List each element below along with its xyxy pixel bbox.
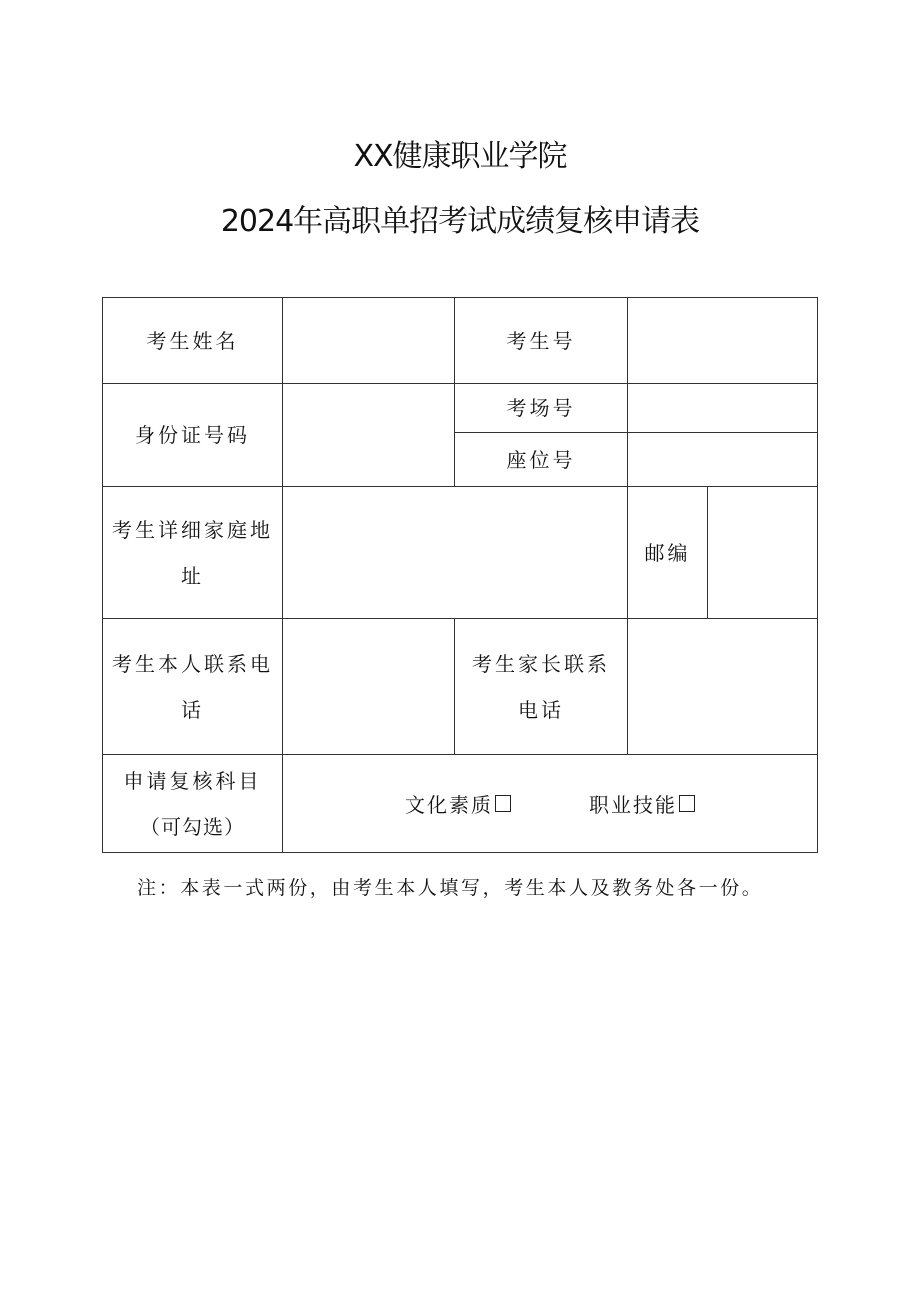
subjects-label-line2: （可勾选） bbox=[140, 814, 245, 839]
parent-phone-label-line1: 考生家长联系 bbox=[472, 651, 610, 676]
seat-number-label-text: 座位号 bbox=[506, 447, 576, 472]
address-label-line1: 考生详细家庭地 bbox=[112, 517, 273, 542]
subjects-label-line1: 申请复核科目 bbox=[123, 768, 262, 793]
address-label-line2: 址 bbox=[181, 563, 204, 588]
exam-room-label-text: 考场号 bbox=[506, 396, 576, 420]
phone-field[interactable] bbox=[283, 619, 454, 754]
phone-label-line2: 话 bbox=[181, 697, 204, 722]
document-subtitle: 2024年高职单招考试成绩复核申请表 bbox=[220, 204, 700, 239]
subject-option-skills-label: 职业技能 bbox=[589, 793, 677, 817]
subject-option-culture[interactable] bbox=[405, 789, 511, 818]
name-label bbox=[103, 298, 282, 383]
parent-phone-label bbox=[455, 619, 627, 754]
parent-phone-field[interactable] bbox=[628, 619, 817, 754]
id-number-field[interactable] bbox=[283, 384, 454, 486]
exam-number-label-text: 考生号 bbox=[506, 328, 576, 353]
name-label-text: 考生姓名 bbox=[146, 328, 239, 353]
id-number-label bbox=[103, 384, 282, 486]
exam-number-label bbox=[455, 298, 627, 383]
table-border-right bbox=[817, 297, 818, 853]
document-title: XX健康职业学院 bbox=[353, 139, 567, 174]
address-field[interactable] bbox=[283, 487, 627, 618]
phone-label-line1: 考生本人联系电 bbox=[112, 651, 273, 676]
subjects-options bbox=[283, 755, 817, 852]
subject-option-culture-label: 文化素质 bbox=[405, 793, 493, 817]
subject-option-skills[interactable] bbox=[589, 789, 695, 818]
postcode-label bbox=[628, 487, 707, 618]
phone-label bbox=[103, 619, 282, 754]
id-number-label-text: 身份证号码 bbox=[135, 423, 250, 447]
exam-room-field[interactable] bbox=[628, 384, 817, 432]
parent-phone-label-line2: 电话 bbox=[518, 697, 564, 722]
exam-number-field[interactable] bbox=[628, 298, 817, 383]
culture-checkbox[interactable] bbox=[495, 795, 511, 812]
table-border-bottom bbox=[102, 852, 818, 853]
application-form-table bbox=[102, 297, 818, 853]
seat-number-field[interactable] bbox=[628, 433, 817, 486]
postcode-field[interactable] bbox=[708, 487, 817, 618]
seat-number-label bbox=[455, 433, 627, 486]
address-label bbox=[103, 487, 282, 618]
postcode-label-text: 邮编 bbox=[644, 540, 691, 565]
subjects-label bbox=[103, 755, 282, 852]
exam-room-label bbox=[455, 384, 627, 432]
skills-checkbox[interactable] bbox=[679, 795, 695, 812]
form-note: 注：本表一式两份，由考生本人填写，考生本人及教务处各一份。 bbox=[137, 877, 764, 899]
name-field[interactable] bbox=[283, 298, 454, 383]
